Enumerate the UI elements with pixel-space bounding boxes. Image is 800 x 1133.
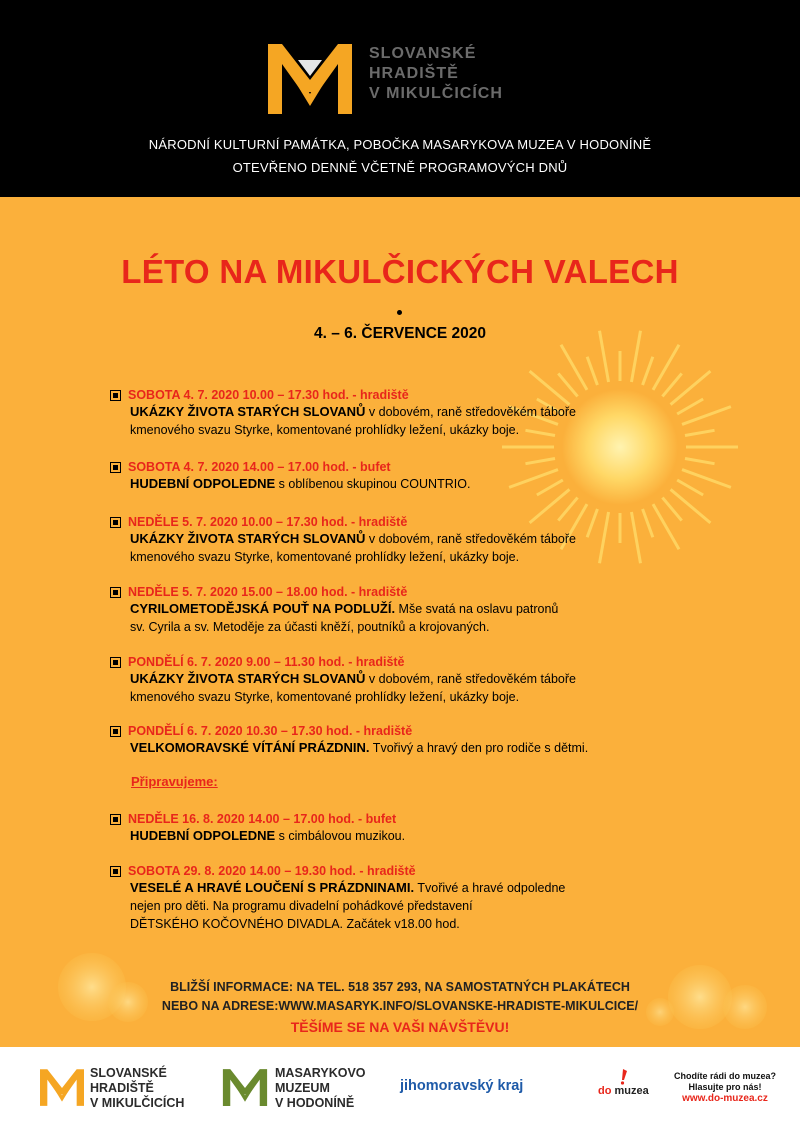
event-title: VESELÉ A HRAVÉ LOUČENÍ S PRÁZDNINAMI. xyxy=(130,880,415,895)
footer-logos xyxy=(0,1047,800,1133)
footer-logo-text xyxy=(90,1066,184,1111)
event-head: PONDĚLÍ 6. 7. 2020 10.30 – 17.30 hod. - hradiště xyxy=(128,724,413,738)
logo-line: MUZEUM xyxy=(275,1081,330,1095)
bullet-box-icon xyxy=(110,517,121,528)
sun-ray xyxy=(537,480,563,495)
exclamation-icon xyxy=(617,1069,629,1085)
sun-ray xyxy=(587,357,597,385)
sun-ray xyxy=(677,480,703,495)
cta-line: Chodíte rádi do muzea? xyxy=(673,1071,776,1081)
event-desc-line: sv. Cyrila a sv. Metoděje za účasti kněží, poutníků a krojovaných. xyxy=(130,620,490,634)
logo-line: SLOVANSKÉ xyxy=(369,45,477,62)
sun-ray xyxy=(600,512,609,563)
sun-ray xyxy=(643,357,653,385)
logo-part: do xyxy=(598,1085,612,1097)
sun-ray xyxy=(558,498,577,521)
logo-line: V HODONÍNĚ xyxy=(275,1096,355,1110)
event-head: NEDĚLE 5. 7. 2020 15.00 – 18.00 hod. - hradiště xyxy=(128,585,408,599)
bullet-box-icon xyxy=(110,587,121,598)
info-line: BLIŽŠÍ INFORMACE: NA TEL. 518 357 293, NA SAMOSTATNÝCH PLAKÁTECH xyxy=(170,980,630,994)
bullet-box-icon xyxy=(110,726,121,737)
event-desc-line: nejen pro děti. Na programu divadelní pohádkové představení xyxy=(130,899,473,913)
event-title: UKÁZKY ŽIVOTA STARÝCH SLOVANŮ xyxy=(130,404,366,419)
event-head: SOBOTA 4. 7. 2020 10.00 – 17.30 hod. - hradiště xyxy=(128,388,409,402)
logo-part: moravský xyxy=(425,1078,494,1094)
event-line xyxy=(130,475,470,493)
poster-body xyxy=(0,197,800,1047)
event-head: SOBOTA 29. 8. 2020 14.00 – 19.30 hod. - hradiště xyxy=(128,864,416,878)
logo-line: MASARYKOVO xyxy=(275,1066,366,1080)
sun-ray xyxy=(587,509,597,537)
event-title: CYRILOMETODĚJSKÁ POUŤ NA PODLUŽÍ. xyxy=(130,601,396,616)
event-line xyxy=(130,827,405,845)
header-opening: OTEVŘENO DENNĚ VČETNĚ PROGRAMOVÝCH DNŮ xyxy=(232,160,568,175)
event-desc: s cimbálovou muzikou. xyxy=(275,829,406,843)
event-desc: Tvořivé a hravé odpoledne xyxy=(414,881,566,895)
logo-part: muzea xyxy=(611,1085,649,1097)
upcoming-heading: Připravujeme: xyxy=(131,774,218,789)
bullet-box-icon xyxy=(110,657,121,668)
event-desc-line: kmenového svazu Styrke, komentované prohlídky ležení, ukázky boje. xyxy=(130,423,520,437)
sun-ray xyxy=(682,470,731,488)
sun-ray xyxy=(685,430,715,435)
sun-ray xyxy=(677,399,703,414)
header-subtitle: NÁRODNÍ KULTURNÍ PAMÁTKA, POBOČKA MASARYKOVA MUZEA V HODONÍNĚ xyxy=(148,137,652,152)
logo-part: kraj xyxy=(493,1078,524,1094)
vote-callout xyxy=(665,1071,785,1104)
sun-ray xyxy=(685,458,715,463)
sun-ray xyxy=(525,430,555,435)
event-desc-line: kmenového svazu Styrke, komentované prohlídky ležení, ukázky boje. xyxy=(130,690,520,704)
sun-ray xyxy=(509,470,558,488)
event-head: NEDĚLE 16. 8. 2020 14.00 – 17.00 hod. - bufet xyxy=(128,812,397,826)
event-title: HUDEBNÍ ODPOLEDNE xyxy=(130,828,276,843)
greeting: TĚŠÍME SE NA VAŠI NÁVŠTĚVU! xyxy=(290,1019,510,1035)
event-desc-line: kmenového svazu Styrke, komentované prohlídky ležení, ukázky boje. xyxy=(130,550,520,564)
sun-ray xyxy=(631,512,640,563)
event-dates: 4. – 6. ČERVENCE 2020 xyxy=(313,325,487,342)
cta-link[interactable]: www.do-muzea.cz xyxy=(682,1093,768,1104)
sun-ray xyxy=(671,489,711,522)
event-line xyxy=(130,879,565,897)
event-line xyxy=(130,403,576,421)
event-line xyxy=(130,739,588,757)
bullet-box-icon xyxy=(110,814,121,825)
event-line xyxy=(130,530,576,548)
footer-logo-text xyxy=(275,1066,366,1111)
sun-ray xyxy=(530,371,570,404)
event-desc: v dobovém, raně středověkém táboře xyxy=(365,532,576,546)
sun-ray xyxy=(558,373,577,396)
jihomoravsky-kraj-logo xyxy=(400,1078,523,1094)
logo-part: jiho xyxy=(400,1078,426,1094)
event-title: VELKOMORAVSKÉ VÍTÁNÍ PRÁZDNIN. xyxy=(130,740,370,755)
sun-ray xyxy=(662,498,681,521)
sun-ray xyxy=(530,489,570,522)
bullet-box-icon xyxy=(110,462,121,473)
event-desc: Mše svatá na oslavu patronů xyxy=(395,602,559,616)
event-line xyxy=(130,600,558,618)
event-title: HUDEBNÍ ODPOLEDNE xyxy=(130,476,276,491)
event-desc-line: DĚTSKÉHO KOČOVNÉHO DIVADLA. Začátek v18.00 hod. xyxy=(130,917,460,931)
mm-logo-icon xyxy=(268,40,352,116)
logo-line: V MIKULČICÍCH xyxy=(369,85,503,102)
bullet-box-icon xyxy=(110,866,121,877)
event-desc: v dobovém, raně středověkém táboře xyxy=(365,405,576,419)
bullet-box-icon xyxy=(110,390,121,401)
event-desc: Tvořivý a hravý den pro rodiče s dětmi. xyxy=(369,741,589,755)
sun-ray xyxy=(682,407,731,425)
logo-line: SLOVANSKÉ xyxy=(90,1066,167,1080)
logo-line: HRADIŠTĚ xyxy=(369,65,459,82)
event-head: PONDĚLÍ 6. 7. 2020 9.00 – 11.30 hod. - hradiště xyxy=(128,655,405,669)
logo-wordmark xyxy=(369,44,503,104)
sun-ray xyxy=(671,371,711,404)
mm-logo-icon xyxy=(40,1067,84,1107)
event-desc: v dobovém, raně středověkém táboře xyxy=(365,672,576,686)
masaryk-museum-logo-icon xyxy=(222,1067,268,1107)
divider-dot xyxy=(397,310,402,315)
info-url[interactable]: NEBO NA ADRESE:WWW.MASARYK.INFO/SLOVANSKE-HRADISTE-MIKULCICE/ xyxy=(161,999,639,1013)
header-bar xyxy=(0,0,800,197)
event-head: NEDĚLE 5. 7. 2020 10.00 – 17.30 hod. - hradiště xyxy=(128,515,408,529)
do-muzea-logo xyxy=(598,1085,649,1097)
event-desc: s oblíbenou skupinou COUNTRIO. xyxy=(275,477,471,491)
cta-line: Hlasujte pro nás! xyxy=(688,1082,762,1092)
logo-line: V MIKULČICÍCH xyxy=(90,1096,185,1110)
sun-ray xyxy=(525,458,555,463)
sun-ray xyxy=(662,373,681,396)
sun-ray xyxy=(643,509,653,537)
logo-line: HRADIŠTĚ xyxy=(90,1081,154,1095)
event-head: SOBOTA 4. 7. 2020 14.00 – 17.00 hod. - bufet xyxy=(128,460,391,474)
event-line xyxy=(130,670,576,688)
event-title: UKÁZKY ŽIVOTA STARÝCH SLOVANŮ xyxy=(130,671,366,686)
page-title: LÉTO NA MIKULČICKÝCH VALECH xyxy=(121,253,679,290)
event-title: UKÁZKY ŽIVOTA STARÝCH SLOVANŮ xyxy=(130,531,366,546)
museum-logo xyxy=(268,40,538,116)
